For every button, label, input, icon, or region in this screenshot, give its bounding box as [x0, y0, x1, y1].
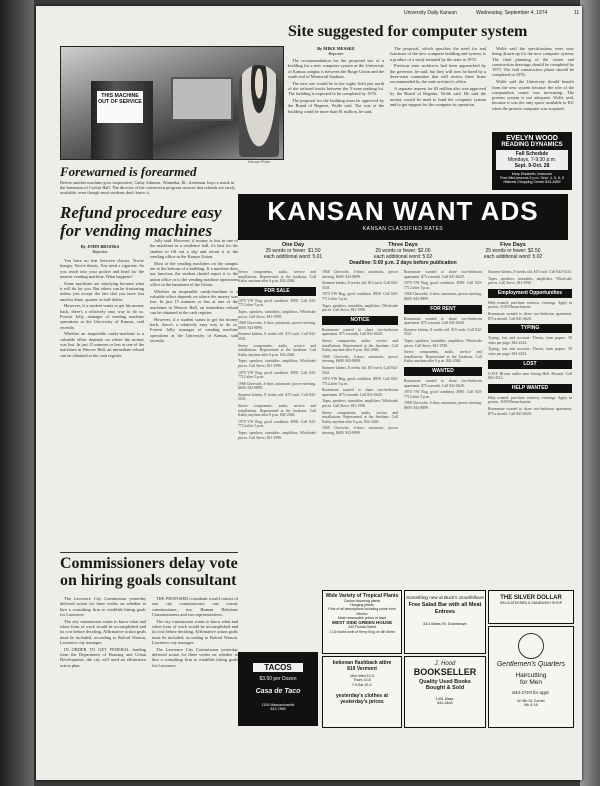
- classified-listing: Stereo components, audio, service and installations. Represented at the Jazzhaus. Call Kathy anytime after 6 p.m. 842-2046.: [322, 338, 398, 353]
- rate-line: each additional word: 5.02: [483, 254, 543, 260]
- computer-byline-name: By MIKE MESSKE: [317, 46, 355, 51]
- computer-para: The recommendation for the proposed site of a building for a new computer system at the University of Kansas campus is between the Burge Union and the south end of Memorial Stadium.: [288, 58, 384, 79]
- classified-listing: Roommate wanted to share two-bedroom apartment. $75 a month. Call 841-6620.: [488, 311, 572, 321]
- classified-listing: Tapes, speakers, turntables, amplifiers. Wholesale prices. Call Steve, 841-1990.: [322, 303, 398, 313]
- category-for-rent: FOR RENT: [404, 305, 482, 314]
- classified-listing: Siamese kittens, 8 weeks old. $15 each. Call 842-5541.: [322, 281, 398, 290]
- classified-col-4: [488, 270, 572, 586]
- classified-listing: Roommate wanted to share two-bedroom apartment. $75 a month. Call 841-6620.: [322, 388, 398, 397]
- evelyn-subtitle: READING DYNAMICS: [501, 142, 563, 148]
- hood-bookseller-ad: [404, 656, 486, 728]
- refund-para: Whether an inoperable candy-machine is a valuable effort depends on where the money was lost. In just 15 minutes or less at one of the machines in Wescoe Hall, an immediate refund can be obtained at the cash register.: [150, 288, 238, 315]
- tacos-ad: [238, 652, 318, 726]
- refund-body-col-2: [150, 238, 238, 548]
- refund-byline-role: Reporter: [92, 249, 108, 254]
- classified-listing: 1968 Chevrolet, 4-door, automatic, power steering. $600. 843-8899.: [404, 292, 482, 301]
- classified-listing: 1968 Chevrolet, 4-door, automatic, power steering. $600. 843-8899.: [322, 354, 398, 364]
- classified-listing: Stereo components, audio, service and installations. Represented at the Jazzhaus. Call Kathy anytime after 6 p.m. 842-2046.: [322, 410, 398, 424]
- refund-para: Most of the vending machines on the campus are at the bottom of a building. If a machine does not function, the student should report it to the union office or to the vending machine operations office in the basement of the Union.: [150, 260, 238, 287]
- deli-title: THE SILVER DOLLAR: [500, 595, 562, 601]
- classified-listing: 1970 VW Bug, good condition. $950. Call 843-7712 after 5 p.m.: [322, 377, 398, 386]
- refund-para: Some machines are satisfying because what it will do for you. But others can be frustrating unless you accept the fact that you have lost another dime, quarter or half-dollar.: [60, 280, 144, 302]
- tropical-line: Cactus blooming plants: [343, 599, 381, 603]
- classified-col-3: [404, 270, 482, 588]
- barber-address: W. 6th St. Corner: [517, 699, 545, 703]
- deli-ad: [488, 590, 574, 624]
- evelyn-dates: Sept. 9-Oct. 28: [514, 163, 550, 169]
- flashback-address: 819 Vermont: [347, 666, 377, 672]
- rate-label: Five Days: [500, 242, 526, 248]
- hood-phone: 841-4644: [437, 701, 453, 705]
- tacos-price: $3.50 per Dozen: [259, 676, 297, 682]
- refund-body-col-1: [60, 258, 144, 548]
- computer-para: The proposal for the building must be approved by the Board of Regents, Wolfe said. The cost of the building could be more than $1 million, he said.: [288, 98, 384, 114]
- hood-tag-2: Bought & Sold: [425, 685, 465, 691]
- rate-line: each additional word: 5.01: [263, 254, 323, 260]
- flashback-ad: [322, 656, 402, 728]
- classified-listing: Stereo components, audio, service and installations. Represented at the Jazzhaus. Call Kathy anytime after 6 p.m. 842-2046.: [238, 270, 316, 284]
- refund-para: Jolly said. However, if money is lost in one of the machines in a residence hall, it's best for the student to fill out a slip and return it to the vending office in the Kansas Union.: [150, 238, 238, 259]
- category-for-sale: FOR SALE: [238, 287, 316, 296]
- classified-listing: 1970 VW Bug, good condition. $950. Call 843-7712 after 5 p.m.: [404, 281, 482, 290]
- computer-para: The proposal, which specifies the need for and functions of the new computer building and system, is a product of a study initiated by the state in 1972.: [390, 46, 486, 62]
- classified-listing: LOST: Brown wallet near Strong Hall. Reward. Call 864-4512.: [488, 371, 572, 381]
- tropical-line: Most reasonable prices in town: [337, 615, 387, 620]
- newspaper-page: [36, 6, 582, 780]
- classified-listing: Siamese kittens, 8 weeks old. $15 each. Call 842-5541.: [322, 365, 398, 375]
- tacos-phone: 843-7865: [270, 707, 286, 711]
- refund-para: Whether an inoperable candy-machine is a valuable effort depends on where the money was lost. In just 15 minutes or less at one of the machines in Wescoe Hall, an immediate refund can be obtained at the cash register.: [60, 331, 144, 358]
- computer-para: Previous state architects had been approached by the governor, he said, but they will now be hired by a three-man committee that will review three firms recommended by the state architect's office.: [390, 63, 486, 85]
- flashback-hours-2: Thurs 10-8: [353, 678, 371, 683]
- refund-para: However, if a student wants to get his money back, there's a relatively easy way to do so. Forrest Jolly, manager of vending machine operations at the University of Kansas, said recently.: [60, 303, 144, 330]
- classified-listing: 1970 VW Bug, good condition. $950. Call 843-7712 after 5 p.m.: [238, 419, 316, 429]
- evelyn-location: Hillcrest Shopping Center 843-4959: [503, 180, 561, 185]
- tacos-title: TACOS: [253, 663, 303, 672]
- photo-kicker: Forewarned is forearmed: [60, 164, 197, 179]
- rate-five-days: [458, 242, 568, 260]
- classified-listing: Tapes, speakers, turntables, amplifiers. Wholesale prices. Call Steve, 841-1990.: [238, 431, 316, 440]
- evelyn-schedule-box: [496, 150, 568, 170]
- scanner-edge-left: [0, 0, 34, 786]
- classified-listing: 1970 VW Bug, good condition. $950. Call 843-7712 after 5 p.m.: [322, 292, 398, 301]
- want-ads-title: KANSAN WANT ADS: [267, 196, 539, 226]
- computer-body-col-2: [390, 46, 486, 190]
- classified-listing: 1968 Chevrolet, 4-door, automatic, power steering. $600. 843-8899.: [322, 270, 398, 279]
- refund-para: However, if a student wants to get his money back, there's a relatively easy way to do so. Forrest Jolly, manager of vending machine operations at the University of Kansas, said recently.: [150, 316, 238, 343]
- classified-listing: Roommate wanted to share two-bedroom apartment. $75 a month. Call 841-6620.: [404, 270, 482, 279]
- classified-listing: Help wanted: part-time waitress, evenings. Apply in person, 1100 Massachusetts.: [488, 300, 572, 310]
- commissioners-para: THE PROPOSED consultant would consist of one city commissioner, one county commissioner, two Human Relations Commissioners and two representatives.: [152, 596, 238, 617]
- tropical-line: Hanging plants: [350, 603, 374, 608]
- classified-listing: Tapes, speakers, turntables, amplifiers. Wholesale prices. Call Steve, 841-1990.: [488, 276, 572, 286]
- classified-listing: Siamese kittens, 8 weeks old. $15 each. Call 842-5541.: [238, 392, 316, 402]
- pudding-line: Something new at Buck's Goodfellows: [406, 595, 484, 600]
- photo-caption: Before another machine goes inoperative, Cathy Johnson, Winnetka, Ill., freshman, buys a snack in the basement of Corbin Hall. The director of the conversion program stresses that refunds are rarely available, even though most students don't know it.: [60, 180, 236, 196]
- classified-listing: 1968 Chevrolet, 4-door, automatic, power steering. $600. 843-8899.: [404, 401, 482, 410]
- classified-col-1: [238, 270, 316, 648]
- category-typing: TYPING: [488, 324, 572, 333]
- computer-headline: Site suggested for computer system: [288, 23, 528, 40]
- tropical-name: WEST SIDE GREEN HOUSE: [331, 620, 393, 626]
- commissioners-para: The Lawrence City Commission yesterday deferred action for three weeks on whether to hire a consulting firm to establish hiring goals for Lawrence.: [60, 596, 146, 617]
- classified-listing: 1968 Chevrolet, 4-door, automatic, power steering. $600. 843-8899.: [238, 381, 316, 391]
- tropical-line: Pots of all descriptions including some from Mexico: [328, 607, 396, 616]
- classified-listing: Tapes, speakers, turntables, amplifiers. Wholesale prices. Call Steve, 841-1990.: [322, 399, 398, 409]
- column-rule: [60, 552, 238, 553]
- computer-para: The new site would be in the rugby field just north of the railroad tracks between the Y-zone parking lot. The building is expected to be completed by 1976.: [288, 80, 384, 97]
- rate-label: Three Days: [388, 242, 418, 248]
- rate-line: 25 words or fewer: $1.50: [265, 248, 321, 254]
- classified-listing: Tapes, speakers, turntables, amplifiers. Wholesale prices. Call Steve, 841-1990.: [238, 359, 316, 368]
- refund-headline: Refund procedure easy for vending machines: [60, 203, 222, 240]
- want-ads-rates: [238, 242, 568, 266]
- rate-label: One Day: [281, 242, 305, 248]
- news-photo: [60, 46, 284, 160]
- classified-listing: Siamese kittens, 8 weeks old. $15 each. Call 842-5541.: [404, 327, 482, 337]
- rate-three-days: [348, 242, 458, 260]
- refund-para: You have no fear between classes. You're hungry. You're thirsty. You need a cigarette. So you reach into your pocket and head for the nearest vending machine. What happens?: [60, 258, 144, 279]
- hood-title: BOOKSELLER: [413, 667, 477, 677]
- rate-line: 25 words or fewer: $2.00: [375, 248, 431, 254]
- refund-byline-name: By JOHN BROOKS: [80, 244, 120, 249]
- barber-emblem-icon: [518, 633, 544, 659]
- barber-phone: 843-2719 for appt.: [512, 690, 550, 695]
- rate-one-day: [238, 242, 348, 260]
- flashback-slogan: yesterday's clothes at yesterday's prices: [335, 693, 389, 706]
- computer-byline: [306, 46, 366, 56]
- classified-listing: Roommate wanted to share two-bedroom apartment. $75 a month. Call 841-6620.: [488, 406, 572, 416]
- classified-listing: Typing, fast and accurate. Theses, term papers. 50 cents per page. 843-2234.: [488, 347, 572, 356]
- barber-line-2: for Men: [519, 679, 543, 686]
- computer-para: A separate request for $3 million also was approved by the Board of Regents, Wolfe said. He said the money would be used to fund the computer system and to get support for the computer in operation.: [390, 86, 486, 107]
- evelyn-title: EVELYN WOOD: [506, 135, 558, 142]
- classified-listing: 1968 Chevrolet, 4-door, automatic, power steering. $600. 843-8899.: [238, 321, 316, 330]
- commissioners-body-col-1: [60, 596, 146, 772]
- tropical-plants-ad: [322, 590, 402, 654]
- pudding-ad: [404, 590, 486, 654]
- classified-listing: Stereo components, audio, service and installations. Represented at the Jazzhaus. Call Kathy anytime after 6 p.m. 842-2046.: [404, 350, 482, 364]
- tropical-title: Wide Variety of Tropical Plants: [325, 593, 399, 599]
- classified-listing: Stereo components, audio, service and installations. Represented at the Jazzhaus. Call Kathy anytime after 6 p.m. 842-2046.: [238, 404, 316, 418]
- category-help-wanted: HELP WANTED: [488, 384, 572, 393]
- computer-byline-role: Reporter: [328, 51, 344, 56]
- issue-date: Wednesday, September 4, 1974: [476, 10, 548, 16]
- rate-line: each additional word: 5.02: [373, 254, 433, 260]
- paper-name: University Daily Kansan: [404, 10, 457, 16]
- commissioners-headline: Commissioners delay vote on hiring goals consultant: [60, 555, 238, 589]
- photo-student: [239, 65, 279, 157]
- commissioners-body-col-2: [152, 596, 238, 772]
- computer-para: Wolfe said the specifications were now being drawn up for the new computer system. The final planning of the center and construction drawings should be completed by 1975. The hall construction phase should be completed in 1976.: [492, 46, 574, 78]
- classified-listing: Roommate wanted to share two-bedroom apartment. $75 a month. Call 841-6620.: [404, 316, 482, 326]
- classified-listing: Tapes, speakers, turntables, amplifiers. Wholesale prices. Call Steve, 841-1990.: [404, 338, 482, 348]
- page-number: 11: [574, 10, 580, 16]
- classified-listing: 1970 VW Bug, good condition. $950. Call 843-7712 after 5 p.m.: [238, 370, 316, 380]
- scanner-edge-right: [580, 0, 600, 786]
- computer-body-col-3: [492, 46, 574, 128]
- photo-shelf: [171, 77, 233, 121]
- flashback-title: bekonan flashback attire: [332, 660, 392, 666]
- tropical-address: 443 Florida Street: [348, 625, 376, 630]
- hood-address: 1401 Mass.: [435, 697, 455, 701]
- out-of-service-sign: THIS MACHINE OUT OF SERVICE: [97, 91, 143, 123]
- classified-listing: Tapes, speakers, turntables, amplifiers. Wholesale prices. Call Steve, 841-1990.: [238, 309, 316, 319]
- barber-line: Haircutting: [515, 672, 547, 679]
- category-wanted: WANTED: [404, 367, 482, 376]
- tacos-name: Casa de Taco: [255, 688, 301, 695]
- hood-tag: Quality Used Books: [419, 679, 471, 685]
- evelyn-wood-ad: [492, 132, 572, 190]
- classified-listing: 1970 VW Bug, good condition. $950. Call 843-7712 after 5 p.m.: [404, 390, 482, 399]
- deli-subtitle: DELICATESSEN & SANDWICH SHOP: [499, 601, 563, 605]
- pudding-line-2: Free Salad Bar with all Meat Entrees: [408, 602, 482, 615]
- commissioners-para: The city commission wants to know what and when form of work would be accomplished and its cost before deciding. Affirmative action goals must be included, according to Buford Watson, Lawrence city manager.: [152, 618, 238, 645]
- evelyn-schedule: Fall Schedule: [515, 151, 549, 157]
- classified-listing: Siamese kittens, 8 weeks old. $15 each. Call 842-5541.: [488, 270, 572, 274]
- classified-listing: Siamese kittens, 8 weeks old. $15 each. Call 842-5541.: [238, 332, 316, 341]
- classified-listing: 1970 VW Bug, good condition. $950. Call 843-7712 after 5 p.m.: [238, 298, 316, 308]
- pudding-address: 814 Mass St. Downtown: [423, 621, 467, 627]
- classified-listing: Roommate wanted to share two-bedroom apartment. $75 a month. Call 841-6620.: [322, 327, 398, 337]
- evelyn-instructor: Mary Elizabeth, instructor: [511, 172, 553, 176]
- commissioners-para: The Lawrence City Commission yesterday deferred action for three weeks on whether to hire a consulting firm to establish hiring goals for Lawrence.: [152, 646, 238, 668]
- photo-credit: Kansan Photo: [248, 160, 270, 164]
- commissioners-para: IN ORDER TO GET FEDERAL funding from the Department of Housing and Urban Development, the city will need an affirmative action plan.: [60, 646, 146, 668]
- category-notice: NOTICE: [322, 316, 398, 325]
- evelyn-extra: Free Mini-lessons 9 p.m. Sept. 4, 5, 6, 8: [500, 176, 564, 181]
- want-ads-subtitle: KANSAN CLASSIFIED RATES: [362, 226, 444, 232]
- category-employment: Employment Opportunities: [488, 289, 572, 298]
- computer-body-col-1: [288, 58, 384, 190]
- rate-line: 25 words or fewer: $2.50: [485, 248, 541, 254]
- want-ads-banner: [238, 194, 568, 240]
- commissioners-para: The city commission wants to know what and when form of work would be accomplished and its cost before deciding. Affirmative action goals must be included, according to Buford Watson, Lawrence city manager.: [60, 618, 146, 645]
- tacos-address: 1105 Massachusetts: [261, 703, 295, 707]
- classified-listing: 1968 Chevrolet, 4-door, automatic, power steering. $600. 843-8899.: [322, 426, 398, 436]
- category-lost: LOST: [488, 360, 572, 369]
- tropical-address-2: 1 1/2 blocks north of Henry King, on 6th Street: [329, 629, 395, 634]
- rate-deadline: Deadline: 5:00 p.m. 2 days before publication: [349, 260, 457, 266]
- flashback-hours-3: Fri-Sat 10-5: [352, 682, 372, 687]
- computer-para: Wolfe said the University should benefit from the new system because the role of the computation center was increasing. The present system is not adequate, Wolfe said, because it was the only space available to KU when the present computer was acquired.: [492, 79, 574, 111]
- flashback-hours: Mon-Wed 10-5: [350, 674, 374, 678]
- classified-listing: Stereo components, audio, service and installations. Represented at the Jazzhaus. Call Kathy anytime after 6 p.m. 842-2046.: [238, 343, 316, 357]
- classified-listing: Help wanted: part-time waitress, evenings. Apply in person, 1100 Massachusetts.: [488, 395, 572, 405]
- classified-listing: Roommate wanted to share two-bedroom apartment. $75 a month. Call 841-6620.: [404, 378, 482, 388]
- barber-title: Gentlemen's Quarters: [496, 661, 566, 668]
- evelyn-time: Mondays, 7-9:30 p.m.: [507, 157, 557, 163]
- hood-name: J. Hood: [434, 661, 456, 667]
- refund-byline: [60, 244, 140, 254]
- classified-listing: Typing, fast and accurate. Theses, term papers. 50 cents per page. 843-2234.: [488, 336, 572, 345]
- barber-address-2: 9th & 16: [524, 703, 538, 707]
- barber-ad: [488, 626, 574, 728]
- folio-line: [36, 10, 582, 20]
